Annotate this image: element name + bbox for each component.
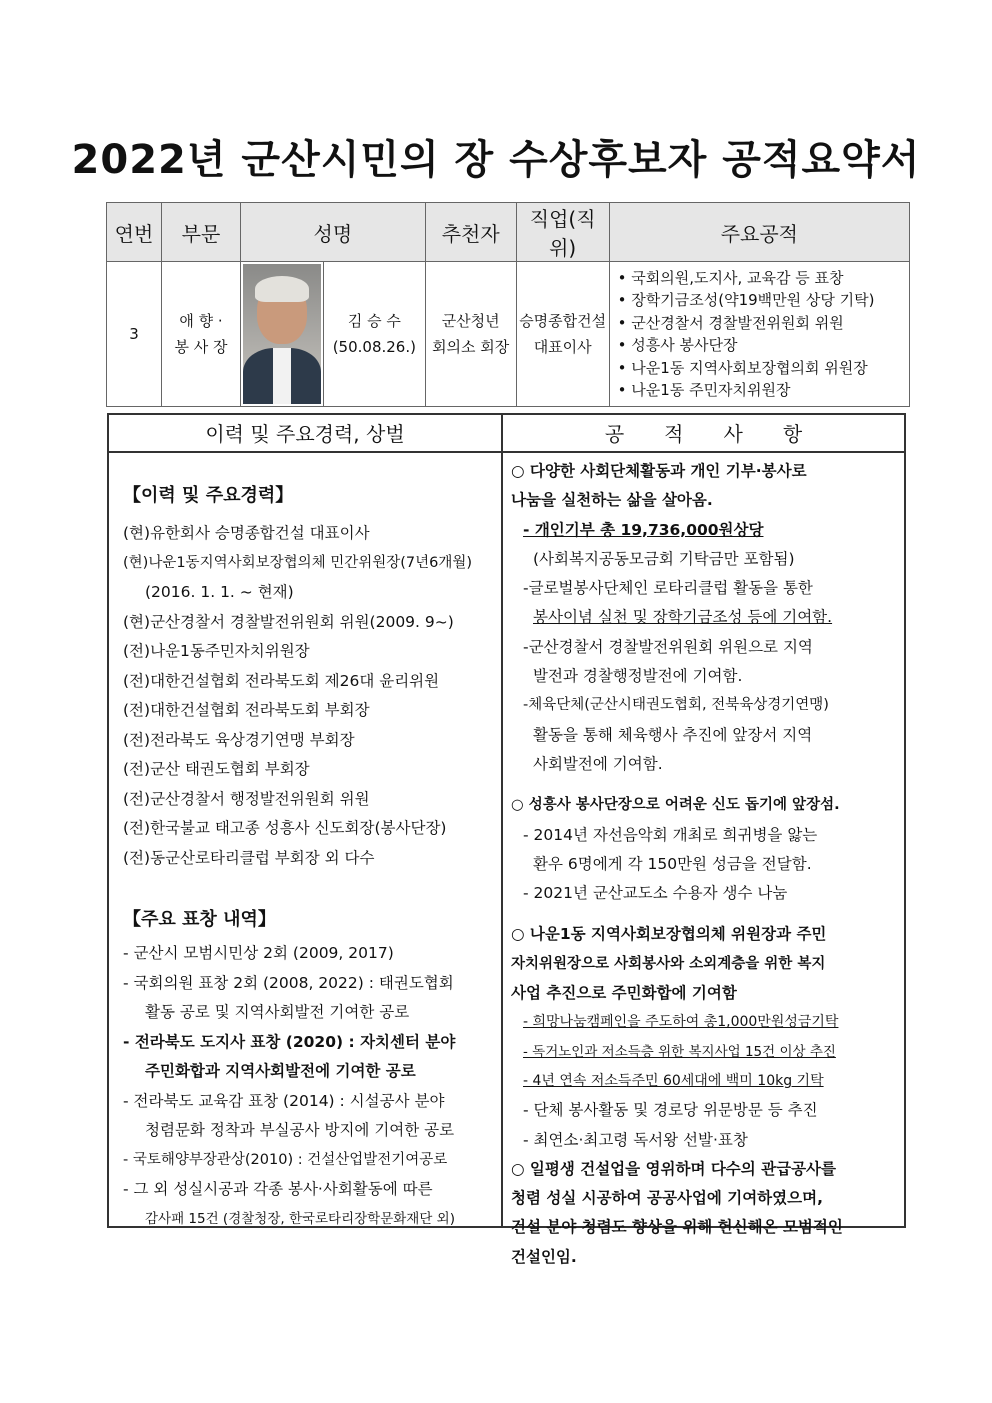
merit-line: 나눔을 실천하는 삶을 살아옴.: [511, 491, 713, 510]
career-item: (전)대한건설협회 전라북도회 부회장: [123, 701, 370, 719]
detail-panel: [107, 413, 906, 1266]
merit-line: -체육단체(군산시태권도협회, 전북육상경기연맹): [523, 697, 829, 714]
recommender-line2: 회의소 회장: [432, 338, 510, 356]
career-item: (전)군산 태권도협회 부회장: [123, 760, 310, 778]
award-item: - 군산시 모범시민상 2회 (2009, 2017): [123, 944, 394, 962]
award-item: 청렴문화 정착과 부실공사 방지에 기여한 공로: [145, 1121, 455, 1139]
column-divider: [501, 415, 503, 1226]
header-recommender: 추천자: [425, 203, 516, 262]
merit-line: -군산경찰서 경찰발전위원회 위원으로 지역: [523, 637, 813, 656]
award-item: - 그 외 성실시공과 각종 봉사·사회활동에 따른: [123, 1180, 433, 1198]
merit-item: • 성흥사 봉사단장: [618, 334, 909, 357]
category-line2: 봉 사 장: [174, 338, 228, 356]
merit-line: (사회복지공동모금회 기탁금만 포함됨): [533, 549, 795, 568]
career-item: (전)전라북도 육상경기연맹 부회장: [123, 730, 355, 749]
merit-line: 건설 분야 청렴도 향상을 위해 헌신해온 모범적인: [511, 1218, 843, 1237]
header-name: 성명: [241, 203, 426, 262]
cell-job: [516, 262, 609, 407]
document-title: 2022년 군산시민의 장 수상후보자 공적요약서: [71, 137, 921, 183]
candidate-name: 김 승 수: [347, 312, 401, 330]
career-item: (2016. 1. 1. ~ 현재): [145, 583, 294, 601]
award-item: - 전라북도 도지사 표창 (2020) : 자치센터 분야: [123, 1032, 456, 1051]
merit-line: -글로벌봉사단체인 로타리클럽 활동을 통한: [523, 579, 813, 598]
career-item: (현)군산경찰서 경찰발전위원회 위원(2009. 9~): [123, 612, 454, 631]
merit-item: • 나운1동 지역사회보장협의회 위원장: [618, 357, 909, 380]
cell-category: [162, 262, 241, 407]
cell-photo: [241, 262, 324, 407]
merit-line: 활동을 통해 체육행사 추진에 앞장서 지역: [533, 725, 813, 744]
career-item: (전)나운1동주민자치위원장: [123, 642, 310, 660]
merit-item: • 장학기금조성(약19백만원 상당 기탁): [618, 289, 909, 312]
summary-header-row: [107, 203, 910, 262]
career-item: (전)한국불교 태고종 성흥사 신도회장(봉사단장): [123, 819, 447, 837]
merits-column: [511, 455, 899, 1272]
awards-heading: 【주요 표창 내역】: [123, 909, 276, 930]
header-number: 연번: [107, 203, 162, 262]
career-item: (현)나운1동지역사회보장협의체 민간위원장(7년6개월): [123, 554, 473, 571]
career-heading: 【이력 및 주요경력】: [123, 485, 294, 506]
career-item: (현)유한회사 승명종합건설 대표이사: [123, 524, 370, 542]
merit-line: - 독거노인과 저소득층 위한 복지사업 15건 이상 추진: [523, 1043, 836, 1060]
merit-line: ○ 나운1동 지역사회보장협의체 위원장과 주민: [511, 925, 827, 944]
merit-line: - 희망나눔캠페인을 주도하여 총1,000만원성금기탁: [523, 1014, 839, 1031]
recommender-line1: 군산청년: [441, 312, 500, 330]
merit-item: • 나운1동 주민자치위원장: [618, 379, 909, 402]
merit-line: 건설인임.: [511, 1247, 577, 1266]
merit-line: 사업 추진으로 주민화합에 기여함: [511, 984, 737, 1003]
summary-table: [106, 202, 910, 407]
merit-line: 봉사이념 실천 및 장학기금조성 등에 기여함.: [533, 608, 833, 627]
award-item: - 국토해양부장관상(2010) : 건설산업발전기여공로: [123, 1151, 448, 1168]
award-item: 주민화합과 지역사회발전에 기여한 공로: [145, 1062, 416, 1080]
merit-line: - 2021년 군산교도소 수용자 생수 나눔: [523, 884, 788, 903]
header-job: 직업(직위): [516, 203, 609, 262]
merit-line: ○ 다양한 사회단체활동과 개인 기부·봉사로: [511, 462, 807, 480]
left-column-header: 이력 및 주요경력, 상벌: [109, 415, 501, 453]
merit-line: ○ 일평생 건설업을 영위하며 다수의 관급공사를: [511, 1159, 836, 1178]
merit-line: 환우 6명에게 각 150만원 성금을 전달함.: [533, 854, 812, 873]
award-item: - 전라북도 교육감 표창 (2014) : 시설공사 분야: [123, 1091, 445, 1110]
right-column-header: 공 적 사 항: [503, 415, 904, 453]
header-category: 부문: [162, 203, 241, 262]
merit-line: - 4년 연속 저소득주민 60세대에 백미 10kg 기탁: [523, 1072, 824, 1089]
header-merits: 주요공적: [609, 203, 909, 262]
award-item: 감사패 15건 (경찰청장, 한국로타리장학문화재단 외): [145, 1210, 455, 1227]
career-item: (전)군산경찰서 행정발전위원회 위원: [123, 789, 370, 808]
merit-item: • 국회의원,도지사, 교육감 등 표창: [618, 267, 909, 290]
merit-line: 발전과 경찰행정발전에 기여함.: [533, 667, 743, 686]
merit-line: 청렴 성실 시공하여 공공사업에 기여하였으며,: [511, 1189, 823, 1208]
summary-data-row: [107, 262, 910, 407]
award-item: 활동 공로 및 지역사회발전 기여한 공로: [145, 1003, 410, 1021]
job-line1: 승명종합건설: [519, 312, 607, 330]
merit-line: - 2014년 자선음악회 개최로 희귀병을 앓는: [523, 825, 818, 844]
candidate-birth: (50.08.26.): [332, 338, 416, 356]
cell-name: [324, 262, 426, 407]
cell-merits: [609, 262, 909, 407]
career-column: [123, 455, 493, 1234]
merit-line: - 개인기부 총 19,736,000원상당: [523, 520, 764, 539]
career-item: (전)대한건설협회 전라북도회 제26대 윤리위원: [123, 671, 440, 690]
candidate-photo: [243, 264, 321, 404]
merit-line: ○ 성흥사 봉사단장으로 어려운 신도 돕기에 앞장섬.: [511, 797, 840, 814]
award-item: - 국회의원 표창 2회 (2008, 2022) : 태권도협회: [123, 973, 454, 992]
job-line2: 대표이사: [533, 338, 592, 356]
merit-line: - 단체 봉사활동 및 경로당 위문방문 등 추진: [523, 1101, 818, 1120]
category-line1: 애 향 ·: [179, 312, 223, 330]
cell-recommender: [425, 262, 516, 407]
merit-line: 사회발전에 기여함.: [533, 754, 663, 773]
cell-number: 3: [107, 262, 162, 407]
career-item: (전)동군산로타리클럽 부회장 외 다수: [123, 848, 375, 867]
merit-line: - 최연소·최고령 독서왕 선발·표창: [523, 1130, 748, 1149]
merit-item: • 군산경찰서 경찰발전위원회 위원: [618, 312, 909, 335]
merit-line: 자치위원장으로 사회봉사와 소외계층을 위한 복지: [511, 955, 826, 972]
